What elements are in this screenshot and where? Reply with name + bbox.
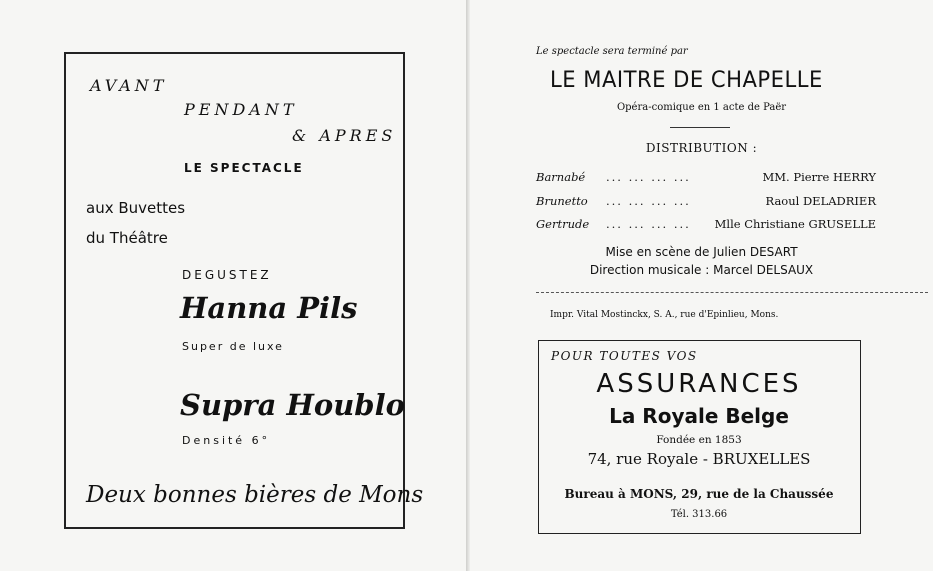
pendant-text: PENDANT [184,100,298,119]
cast-row [536,217,876,233]
right-page [470,0,933,571]
left-page [0,0,466,571]
theatre-text: du Théâtre [86,229,168,247]
direction-musicale: Direction musicale : Marcel DELSAUX [589,263,814,277]
cast-dots: ... ... ... ... [606,194,691,208]
beer-advertisement [64,52,424,529]
termine-text: Le spectacle sera terminé par [536,46,688,57]
divider [670,127,730,128]
company-address: 74, rue Royale - BRUXELLES [587,450,811,468]
dashed-divider [536,292,928,293]
buvettes-text: aux Buvettes [86,199,186,217]
mise-en-scene: Mise en scène de Julien DESART [605,245,798,259]
apres-text: & APRES [292,126,397,145]
hanna-pils-logo: Hanna Pils [180,291,358,325]
insurance-advertisement [538,340,861,534]
cast-actor: MM. Pierre HERRY [762,170,876,184]
cast-dots: ... ... ... ... [606,170,691,184]
avant-text: AVANT [90,76,168,95]
cast-dots: ... ... ... ... [606,217,691,231]
cast-role: Brunetto [536,194,588,208]
cast-actor: Raoul DELADRIER [765,194,876,208]
opera-title: LE MAITRE DE CHAPELLE [550,68,823,93]
insurance-pour: POUR TOUTES VOS [551,349,698,363]
opera-subtitle: Opéra-comique en 1 acte de Paër [616,102,787,113]
cast-role: Gertrude [536,217,590,231]
le-spectacle-text: LE SPECTACLE [184,161,304,175]
printer-credit: Impr. Vital Mostinckx, S. A., rue d'Epinlieu, Mons. [550,310,779,320]
cast-role: Barnabé [536,170,586,184]
tagline: Deux bonnes bières de Mons [86,482,424,508]
insurance-heading: ASSURANCES [596,369,802,399]
degustez-text: DEGUSTEZ [182,268,272,282]
supra-houblo-logo: Supra Houblo [180,388,405,422]
cast-actor: Mlle Christiane GRUSELLE [714,217,876,231]
cast-row [536,170,876,186]
company-name: La Royale Belge [609,404,789,428]
mons-office: Bureau à MONS, 29, rue de la Chaussée [564,487,834,501]
founded-text: Fondée en 1853 [656,434,742,446]
phone-number: Tél. 313.66 [670,509,728,520]
hanna-pils-subtitle: Super de luxe [182,340,284,353]
cast-row [536,194,876,210]
distribution-heading: DISTRIBUTION : [645,141,758,155]
supra-houblo-subtitle: Densité 6° [182,434,271,447]
